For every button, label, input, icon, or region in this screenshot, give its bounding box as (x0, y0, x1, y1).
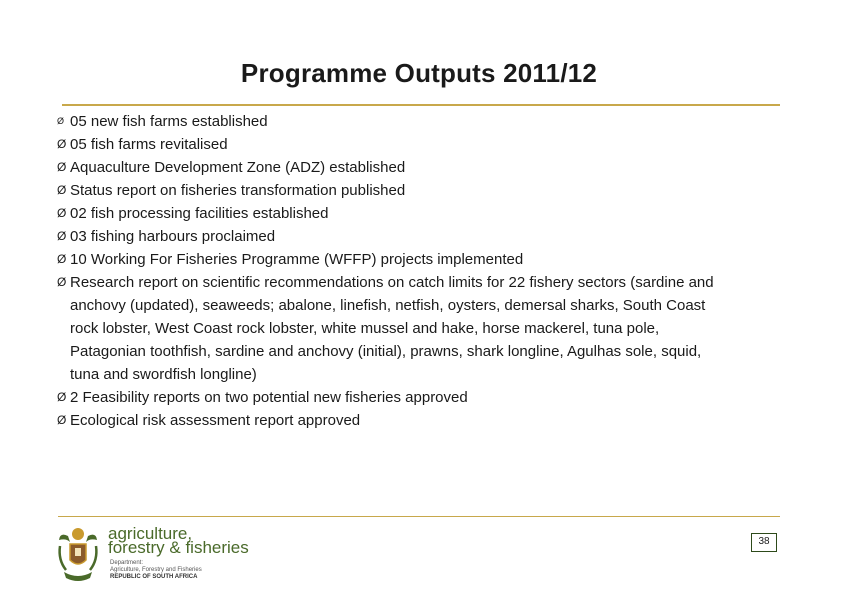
bullet-text: rock lobster, West Coast rock lobster, white mussel and hake, horse mackerel, tuna pole, (70, 320, 660, 337)
bullet-item (57, 110, 777, 133)
department-logo (56, 524, 249, 586)
footer-divider (58, 516, 780, 517)
arrow-bullet-icon: Ø (57, 206, 67, 220)
bullet-text: 03 fishing harbours proclaimed (70, 228, 276, 245)
bullet-item (57, 409, 777, 432)
bullet-text: 05 fish farms revitalised (70, 136, 228, 153)
bullet-text: Research report on scientific recommendations on catch limits for 22 fishery sectors (sardine and (70, 274, 714, 291)
bullet-text: Status report on fisheries transformation published (70, 182, 406, 199)
bullet-text: tuna and swordfish longline) (70, 366, 257, 383)
bullet-item (57, 271, 777, 294)
logo-wordmark-line1: agriculture, (108, 524, 193, 543)
bullet-item-continuation (57, 340, 777, 363)
bullet-item (57, 202, 777, 225)
bullet-text: Patagonian toothfish, sardine and anchovy (initial), prawns, shark longline, Agulhas sole, squid, (70, 343, 702, 360)
arrow-bullet-icon: Ø (57, 160, 67, 174)
bullet-text: 2 Feasibility reports on two potential new fisheries approved (70, 389, 468, 406)
bullet-item (57, 156, 777, 179)
bullet-item (57, 179, 777, 202)
bullet-item (57, 248, 777, 271)
logo-subtitle-country: REPUBLIC OF SOUTH AFRICA (110, 574, 198, 580)
bullet-item (57, 133, 777, 156)
slide-title: Programme Outputs 2011/12 (240, 58, 598, 88)
arrow-bullet-icon: Ø (57, 183, 67, 197)
page-number: 38 (751, 533, 777, 552)
logo-subtitle-name: Agriculture, Forestry and Fisheries (110, 567, 202, 573)
arrow-bullet-icon: Ø (57, 116, 65, 126)
arrow-bullet-icon: Ø (57, 252, 67, 266)
bullet-text: Aquaculture Development Zone (ADZ) established (70, 159, 406, 176)
bullet-item-continuation (57, 294, 777, 317)
bullet-item (57, 386, 777, 409)
title-divider (62, 104, 780, 106)
bullet-item-continuation (57, 317, 777, 340)
bullet-text: 02 fish processing facilities established (70, 205, 329, 222)
bullet-text: 05 new fish farms established (70, 113, 268, 130)
arrow-bullet-icon: Ø (57, 229, 67, 243)
arrow-bullet-icon: Ø (57, 413, 67, 427)
bullet-text: Ecological risk assessment report approved (70, 412, 361, 429)
bullet-text: anchovy (updated), seaweeds; abalone, linefish, netfish, oysters, demersal sharks, South Coast (70, 297, 706, 314)
output-bullet-list (57, 110, 777, 432)
arrow-bullet-icon: Ø (57, 390, 67, 404)
coat-of-arms-icon (56, 526, 100, 584)
bullet-item-continuation (57, 363, 777, 386)
arrow-bullet-icon: Ø (57, 137, 67, 151)
bullet-item (57, 225, 777, 248)
logo-wordmark-line2: forestry & fisheries (108, 538, 249, 557)
logo-subtitle-department: Department: (110, 560, 144, 566)
arrow-bullet-icon: Ø (57, 275, 67, 289)
bullet-text: 10 Working For Fisheries Programme (WFFP) projects implemented (70, 251, 524, 268)
